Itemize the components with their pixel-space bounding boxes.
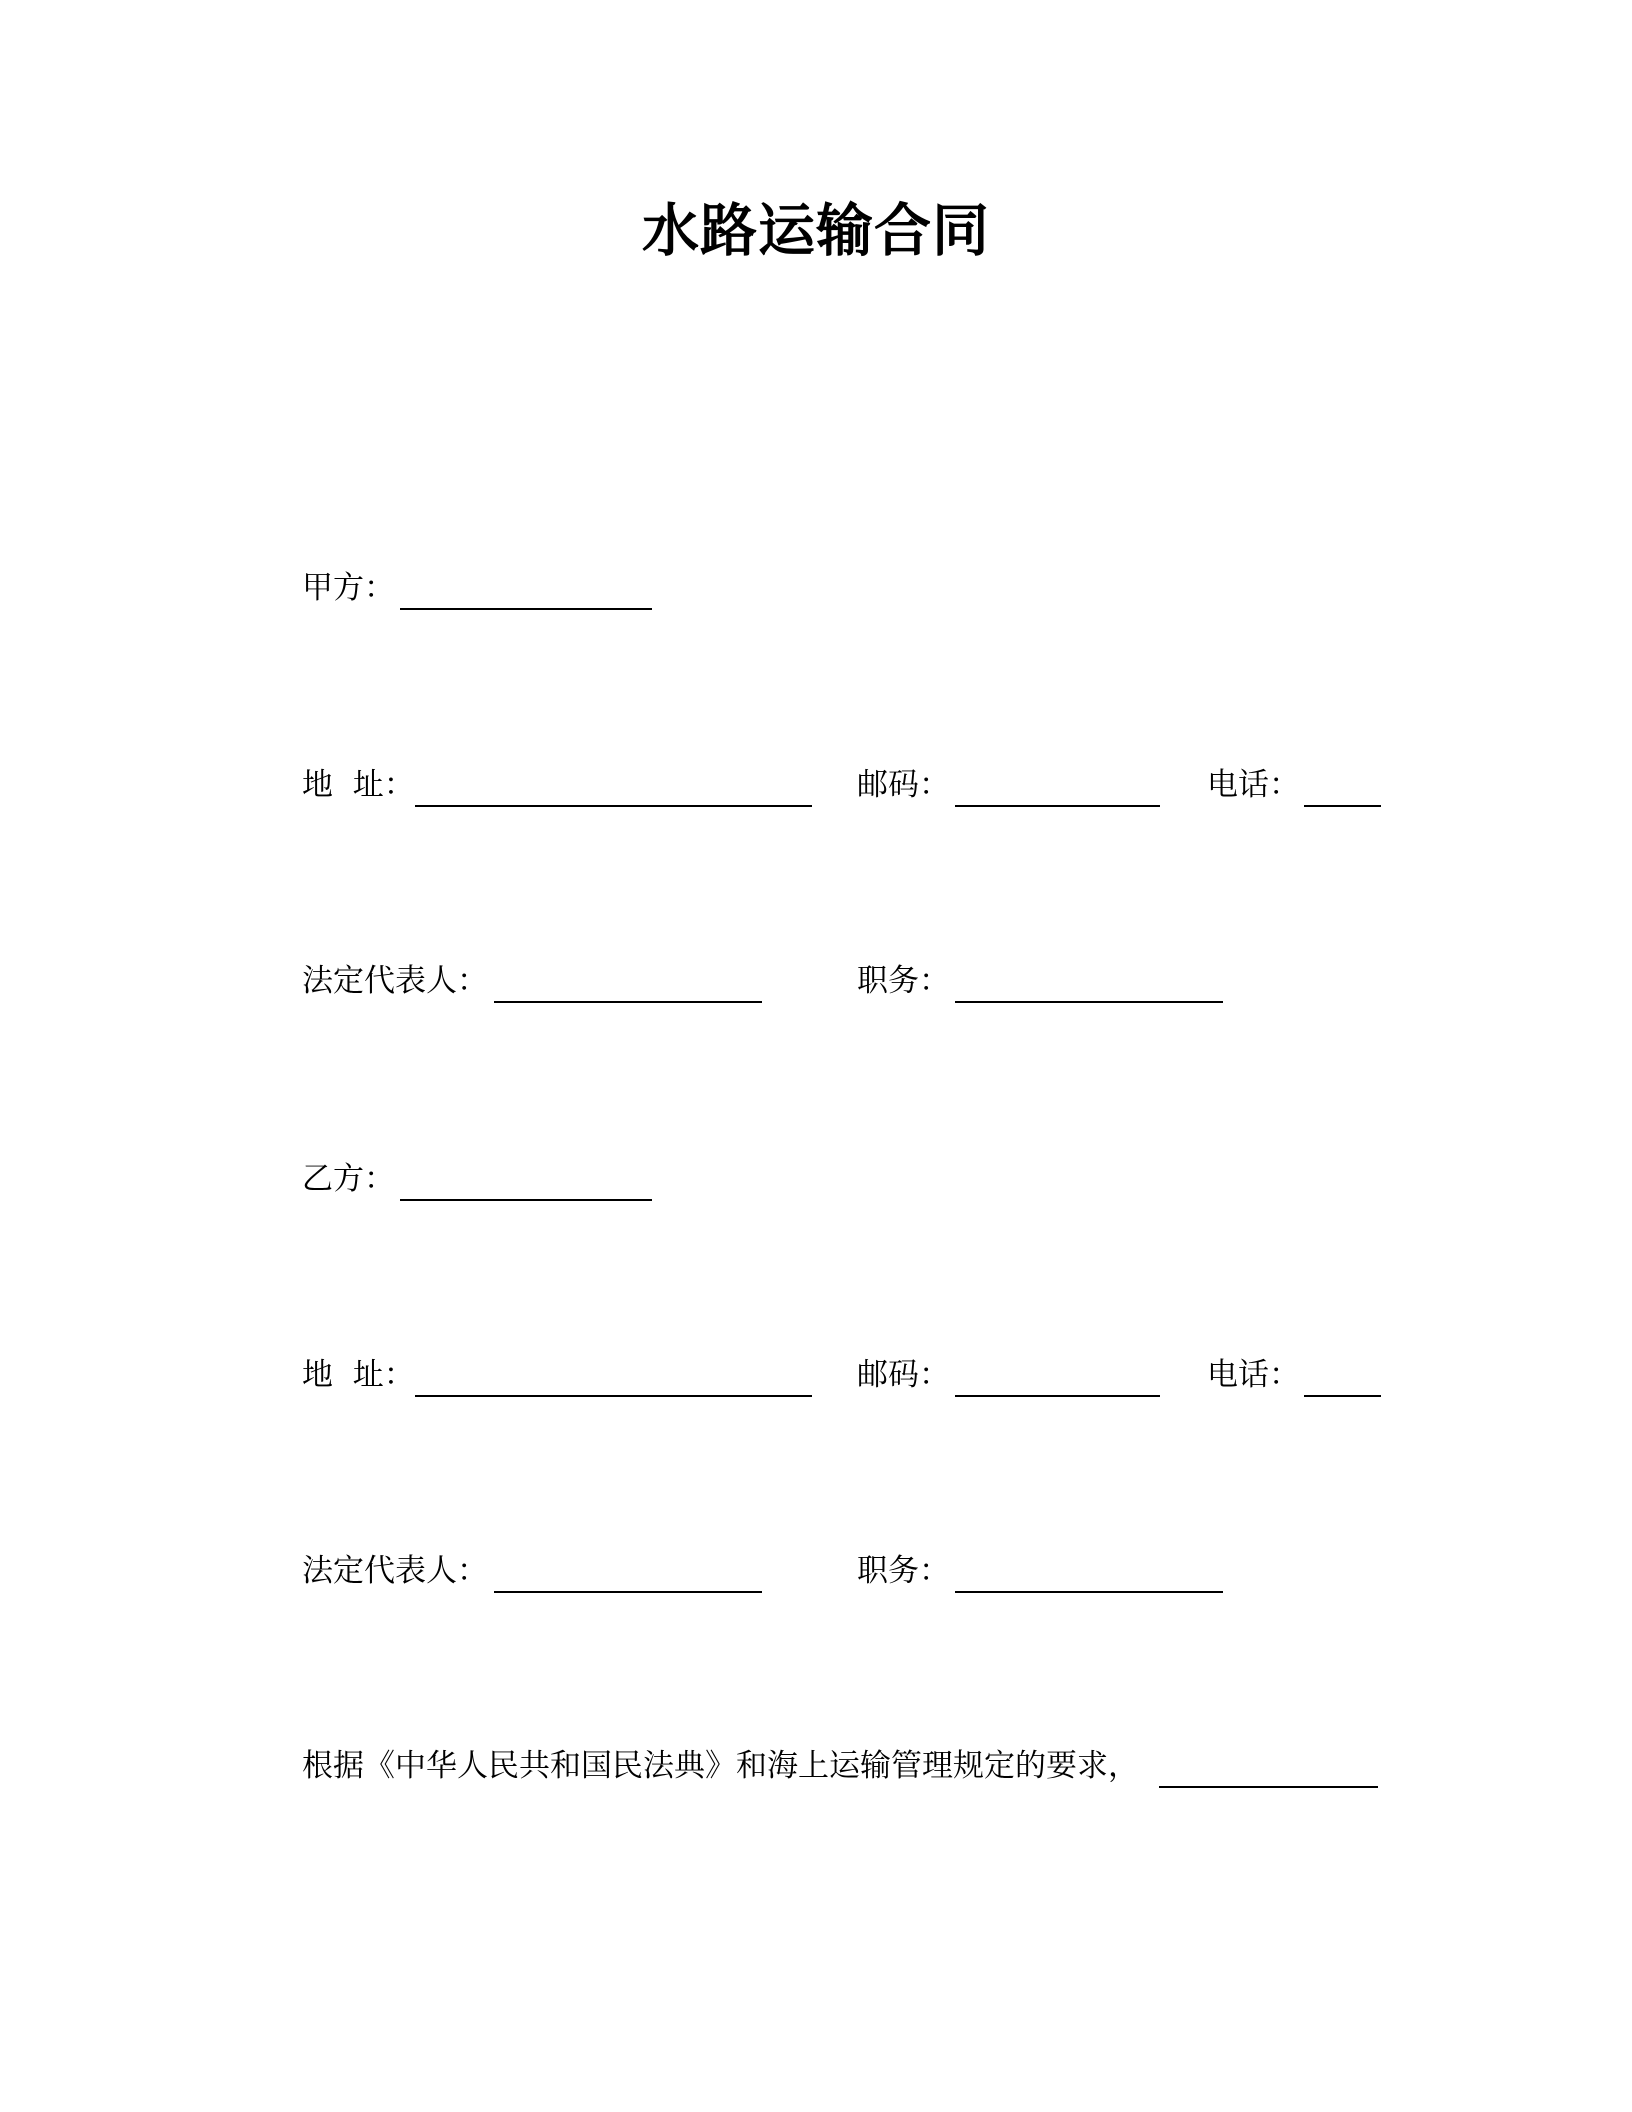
party-b-phone-field[interactable] <box>1304 1395 1381 1397</box>
party-a-address-label: 地 址： <box>302 767 415 803</box>
party-b-postcode-field[interactable] <box>955 1395 1160 1397</box>
party-b-legal-rep-field[interactable] <box>494 1591 762 1593</box>
party-b-phone-label: 电话： <box>1207 1357 1300 1393</box>
party-a-legal-rep-label: 法定代表人： <box>302 963 488 999</box>
preamble-text: 根据《中华人民共和国民法典》和海上运输管理规定的要求， <box>302 1748 1139 1784</box>
party-a-legal-rep-field[interactable] <box>494 1001 762 1003</box>
party-a-postcode-label: 邮码： <box>857 767 950 803</box>
party-a-postcode-field[interactable] <box>955 805 1160 807</box>
party-b-address-label: 地 址： <box>302 1357 415 1393</box>
party-b-legal-rep-label: 法定代表人： <box>302 1553 488 1589</box>
party-a-phone-label: 电话： <box>1207 767 1300 803</box>
party-a-name-field[interactable] <box>400 608 652 610</box>
party-b-name-field[interactable] <box>400 1199 652 1201</box>
party-b-postcode-label: 邮码： <box>857 1357 950 1393</box>
party-a-position-field[interactable] <box>955 1001 1223 1003</box>
party-b-position-field[interactable] <box>955 1591 1223 1593</box>
party-b-address-field[interactable] <box>415 1395 812 1397</box>
party-b-label: 乙方： <box>302 1161 395 1197</box>
party-a-phone-field[interactable] <box>1304 805 1381 807</box>
party-a-address-field[interactable] <box>415 805 812 807</box>
document-title: 水路运输合同 <box>642 198 990 264</box>
party-a-label: 甲方： <box>302 570 395 606</box>
party-a-position-label: 职务： <box>857 963 950 999</box>
preamble-blank-field[interactable] <box>1159 1786 1378 1788</box>
party-b-position-label: 职务： <box>857 1553 950 1589</box>
